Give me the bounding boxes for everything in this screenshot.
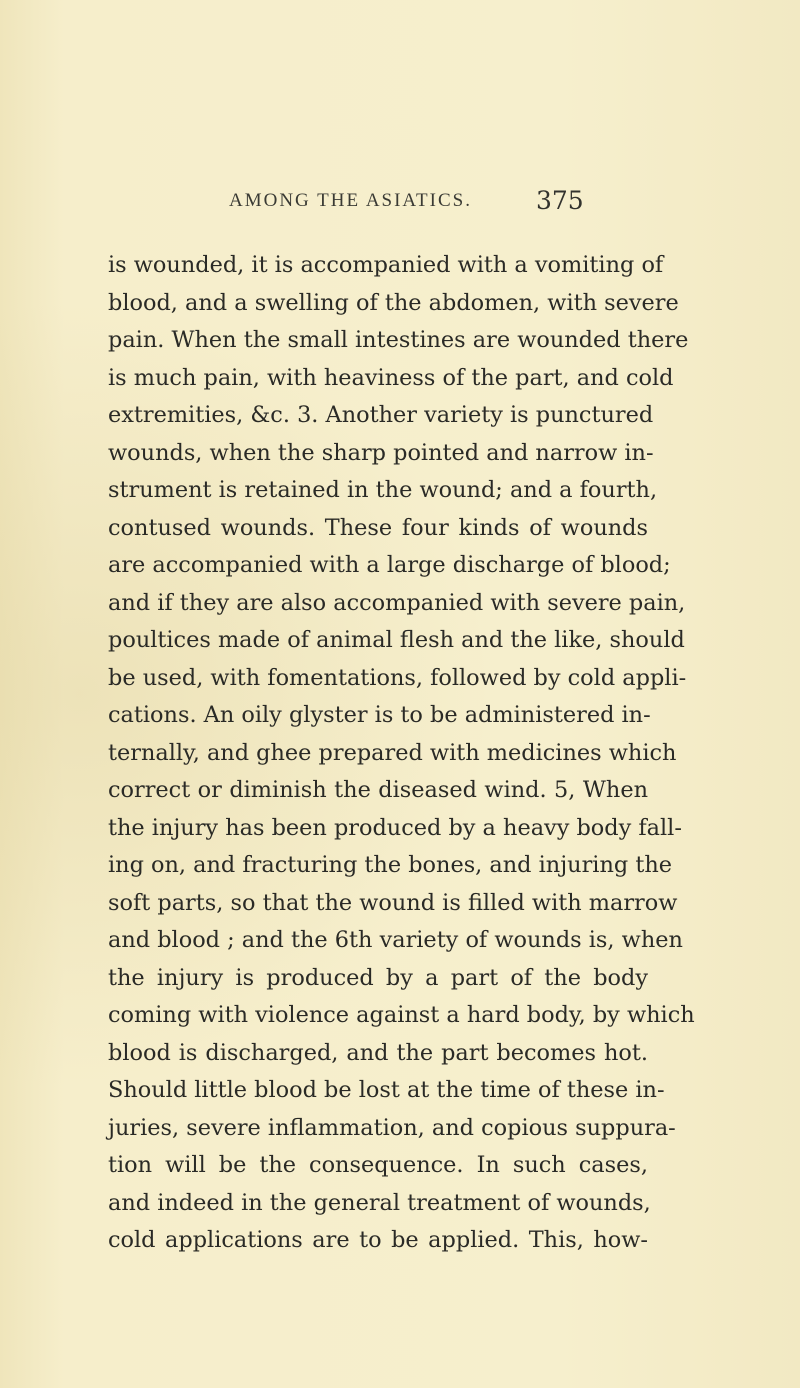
text-line: strument is retained in the wound; and a fourth, [108, 477, 658, 503]
text-line: blood is discharged, and the part becomes hot. [108, 1039, 648, 1066]
text-line: and indeed in the general treatment of wounds, [108, 1189, 651, 1216]
text-line: coming with violence against a hard body, by which [108, 1002, 695, 1028]
text-line: and blood ; and the 6th variety of wounds is, when [108, 927, 683, 953]
page-number: 375 [536, 186, 584, 215]
text-line: and if they are also accompanied with severe pain, [108, 589, 686, 616]
running-head [0, 174, 800, 214]
text-line: wounds, when the sharp pointed and narrow in- [108, 439, 654, 466]
text-line: pain. When the small intestines are wounded there [108, 327, 689, 353]
text-line: cations. An oily glyster is to be administered in- [108, 702, 651, 728]
text-line: ing on, and fracturing the bones, and injuring the [108, 852, 672, 878]
text-line: tion will be the consequence. In such cases, [108, 1152, 648, 1178]
text-line: the injury is produced by a part of the body [108, 964, 648, 991]
text-line: juries, severe inflammation, and copious suppura- [108, 1114, 676, 1141]
running-head-title: AMONG THE ASIATICS. [229, 190, 472, 211]
text-line: is wounded, it is accompanied with a vomiting of [108, 252, 664, 278]
text-line: contused wounds. These four kinds of wounds [108, 514, 648, 541]
text-line: poultices made of animal flesh and the like, should [108, 627, 685, 653]
text-line: soft parts, so that the wound is filled with marrow [108, 889, 678, 916]
text-line: the injury has been produced by a heavy body fall- [108, 814, 682, 841]
text-line: ternally, and ghee prepared with medicines which [108, 739, 677, 766]
text-line: are accompanied with a large discharge of blood; [108, 552, 671, 578]
text-line: is much pain, with heaviness of the part, and cold [108, 364, 674, 391]
text-line: Should little blood be lost at the time of these in- [108, 1077, 665, 1103]
text-line: cold applications are to be applied. This, how- [108, 1227, 648, 1253]
text-line: extremities, &c. 3. Another variety is punctured [108, 402, 654, 428]
text-line: correct or diminish the diseased wind. 5, When [108, 777, 648, 803]
body-text [108, 247, 695, 1260]
text-line: blood, and a swelling of the abdomen, with severe [108, 289, 679, 316]
text-line: be used, with fomentations, followed by cold appli- [108, 664, 687, 691]
